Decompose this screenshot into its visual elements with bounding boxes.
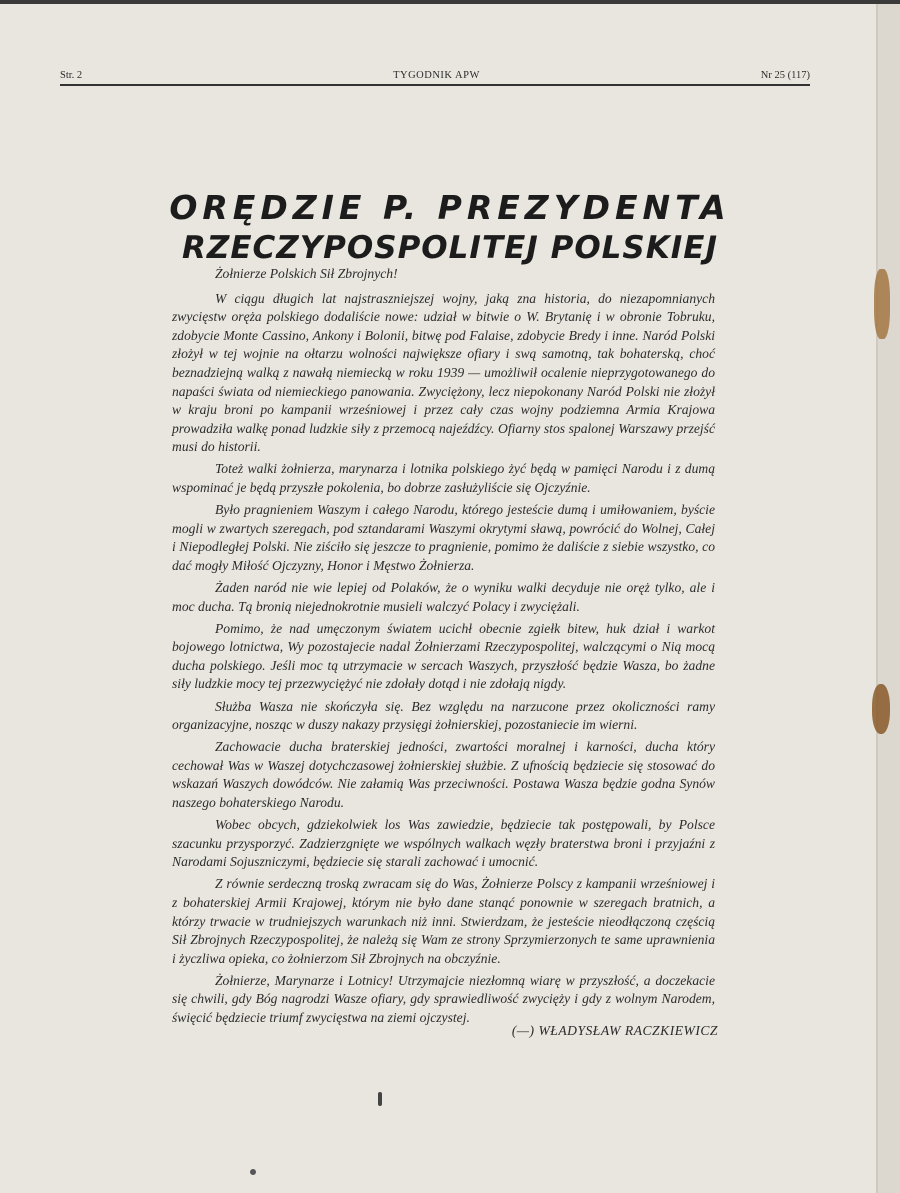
paragraph: Z równie serdeczną troską zwracam się do Was, Żołnierze Polscy z kampanii wrześniowej i z bohaterskiej Armii Krajowej, którym nie było dane stanąć ponownie w szeregach bratnich, a którzy trwacie w trudniejszych warunkach niż inni. Stwierdzam, że jesteście nieodłączoną częścią Sił Zbrojnych Rzeczypospolitej, że należą się Wam ze strony Sprzymierzonych te same uprawnienia i życzliwa opieka, co żołnierzom Sił Zbrojnych na obczyźnie. <box>172 876 715 966</box>
paragraph: Było pragnieniem Waszym i całego Narodu, którego jesteście dumą i umiłowaniem, byście mogli w zwartych szeregach, pod sztandarami Waszymi okrytymi sławą, powrócić do Wolnej, Całej i Niepodległej Polski. Nie ziściło się jeszcze to pragnienie, pomimo że daliście z siebie wszystko, co dać mogły Miłość Ojczyzny, Honor i Męstwo Żołnierza. <box>172 502 715 573</box>
publication-title: TYGODNIK APW <box>393 70 480 81</box>
paragraph: Żaden naród nie wie lepiej od Polaków, że o wyniku walki decyduje nie oręż tylko, ale i moc ducha. Tą bronią niejednokrotnie musieli walczyć Polacy i zwyciężali. <box>172 580 715 614</box>
paragraph: Żołnierze, Marynarze i Lotnicy! Utrzymajcie niezłomną wiarę w przyszłość, a doczekacie się chwili, gdy Bóg nagrodzi Wasze ofiary, gdy sprawiedliwość zwycięży i gdy z wolnym Narodem, święcić będziecie triumf zwycięstwa na ziemi ojczystej. <box>172 972 715 1026</box>
ink-speck <box>250 1169 256 1175</box>
ink-speck <box>378 1092 382 1106</box>
paragraph: Toteż walki żołnierza, marynarza i lotnika polskiego żyć będą w pamięci Narodu i z dumą wspominać je będą przyszłe pokolenia, bo dobrze zasłużyliście się Ojczyźnie. <box>172 461 715 496</box>
issue-number: Nr 25 (117) <box>760 70 810 81</box>
article-body <box>172 265 715 1031</box>
title-line-1: ORĘDZIE P. PREZYDENTA <box>169 188 731 227</box>
foxing-stain <box>872 684 890 734</box>
newspaper-page <box>0 4 878 1193</box>
paragraph: Wobec obcych, gdziekolwiek los Was zawiedzie, będziecie tak postępowali, by Polsce szacunku przysporzyć. Zadzierzgnięte we wspólnych walkach węzły braterstwa broni i przyjaźni z Narodami Sojuszniczymi, będziecie się starali zachować i umocnić. <box>172 817 715 870</box>
paragraph: Pomimo, że nad umęczonym światem ucichł obecnie zgiełk bitew, huk dział i warkot bojowego lotnictwa, Wy pozostajecie nadal Żołnierzami Rzeczypospolitej, walczącymi o Nią mocą ducha polskiego. Jeśli moc tą utrzymacie w sercach Waszych, przyszłość będzie Wasza, bo żadne siły ludzkie mocy tej przezwyciężyć nie zdołały dotąd i nie zdołają nigdy. <box>172 620 715 692</box>
paragraph: Służba Wasza nie skończyła się. Bez względu na narzucone przez okoliczności ramy organizacyjne, nosząc w duszy nakazy przysięgi żołnierskiej, pozostaniecie im wierni. <box>172 698 715 733</box>
paragraph: W ciągu długich lat najstraszniejszej wojny, jaką zna historia, do niezapomnianych zwycięstw oręża polskiego dodaliście nowe: udział w bitwie o W. Brytanię i w obronie Tobruku, zdobycie Monte Cassino, Ankony i Bolonii, bitwę pod Falaise, zdobycie Bredy i inne. Naród Polski złożył w tej wojnie na ołtarzu wolności największe ofiary i swą samotną, tak bohaterską, choć beznadziejną walką z nawałą niemiecką w roku 1939 — umożliwił ocalenie nieprzygotowanego do napaści świata od niemieckiego panowania. Zwyciężony, lecz niepokonany Naród Polski nie złożył w kraju broni po kampanii wrześniowej i przez cały czas wojny podziemna Armia Krajowa prowadziła walkę ponad ludzkie siły z przemocą najeźdźcy. Ofiarny stos spalonej Warszawy przejść musi do historii. <box>172 290 715 455</box>
running-header <box>60 70 810 86</box>
foxing-stain <box>874 269 890 339</box>
title-line-2: RZECZYPOSPOLITEJ POLSKIEJ <box>181 230 719 266</box>
page-number: Str. 2 <box>60 70 83 81</box>
paragraph: Zachowacie ducha braterskiej jedności, zwartości moralnej i karności, ducha który cechował Was w Waszej dotychczasowej żołnierskiej służbie. Z ufnością będziecie się stosować do wskazań Waszych dowódców. Nie załamią Was przeciwności. Postawa Wasza będzie godna Synów naszego bohaterskiego Narodu. <box>172 739 715 811</box>
signature: (—) WŁADYSŁAW RACZKIEWICZ <box>511 1023 718 1038</box>
article-title <box>0 188 878 268</box>
salutation: Żołnierze Polskich Sił Zbrojnych! <box>215 266 398 281</box>
page-gutter <box>876 4 900 1193</box>
